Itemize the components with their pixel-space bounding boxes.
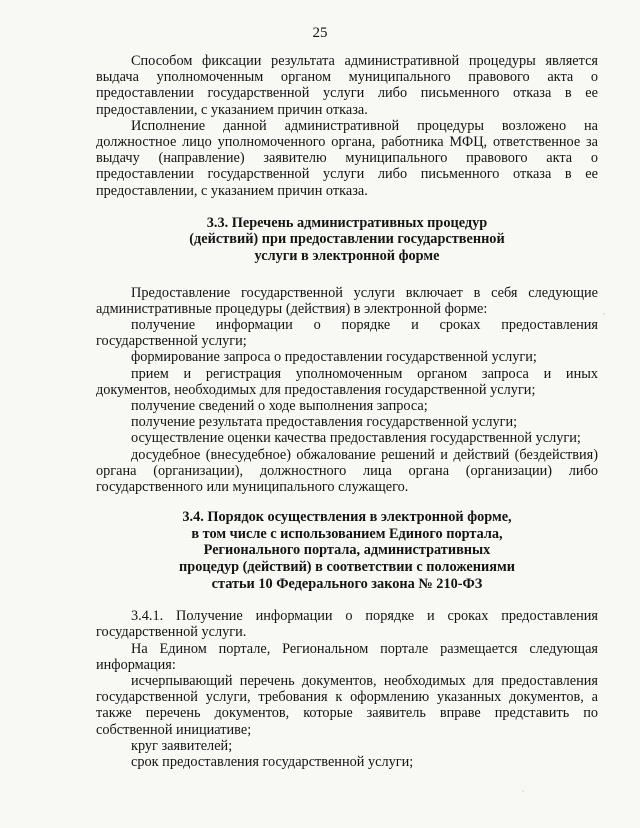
paragraph-3-4-1: 3.4.1. Получение информации о порядке и сроках предоставления государственной услуги.: [96, 608, 598, 641]
heading-line: услуги в электронной форме: [254, 248, 440, 265]
list-item: прием и регистрация уполномоченным органом запроса и иных документов, необходимых для предоставления государственной услуги;: [96, 365, 598, 398]
list-item: формирование запроса о предоставлении государственной услуги;: [131, 349, 537, 366]
list-item: получение результата предоставления государственной услуги;: [131, 414, 518, 431]
list-item: срок предоставления государственной услуги;: [131, 754, 414, 771]
section-heading-3-3: [96, 215, 598, 265]
list-item: получение информации о порядке и сроках предоставления государственной услуги;: [96, 317, 598, 350]
spacer: [96, 199, 598, 215]
section-heading-3-4: [96, 509, 598, 592]
list-item: осуществление оценки качества предоставления государственной услуги;: [131, 430, 581, 447]
heading-line: 3.3. Перечень административных процедур: [206, 214, 488, 231]
paragraph-responsible-person: Исполнение данной административной процедуры возложено на должностное лицо уполномоченного органа, работника МФЦ, ответственное за выдачу (направление) заявителю муниципального правового акта о предоставлении государственной услуги либо письменного отказа в ее предоставлении, с указанием причин отказа.: [96, 117, 598, 199]
heading-line: 3.4. Порядок осуществления в электронной форме,: [182, 509, 512, 526]
scan-speck: [591, 612, 593, 614]
spacer: [96, 265, 598, 285]
heading-line: статьи 10 Федерального закона № 210-ФЗ: [211, 575, 483, 592]
paragraph-result-fixation: Способом фиксации результата административной процедуры является выдача уполномоченным органом муниципального правового акта о предоставлении государственной услуги либо письменного отказа в ее предоставлении, с указанием причин отказа.: [96, 53, 598, 118]
list-item: получение сведений о ходе выполнения запроса;: [131, 398, 428, 415]
scan-speck: [522, 790, 524, 792]
heading-line: Регионального портала, административных: [203, 542, 491, 559]
spacer: [96, 495, 598, 509]
heading-line: процедур (действий) в соответствии с положениями: [179, 559, 515, 576]
document-content: [96, 53, 598, 770]
paragraph-procedures-intro: Предоставление государственной услуги включает в себя следующие административные процедуры (действия) в электронной форме:: [96, 284, 598, 317]
spacer: [96, 592, 598, 608]
heading-line: в том числе с использованием Единого портала,: [191, 525, 503, 542]
scan-speck: [603, 313, 605, 315]
list-item: круг заявителей;: [131, 737, 233, 754]
list-item: досудебное (внесудебное) обжалование решений и действий (бездействия) органа (организации), должностного лица органа (организации) либо государственного или муниципального служащего.: [96, 446, 598, 496]
page-number: 25: [312, 25, 328, 41]
paragraph-portal-info: На Едином портале, Региональном портале размещается следующая информация:: [96, 640, 598, 673]
list-item: исчерпывающий перечень документов, необходимых для предоставления государственной услуги, требования к оформлению указанных документов, а также перечень документов, которые заявитель вправе представить по собственной инициативе;: [96, 673, 598, 738]
scan-speck: [555, 702, 556, 703]
heading-line: (действий) при предоставлении государственной: [189, 231, 505, 248]
